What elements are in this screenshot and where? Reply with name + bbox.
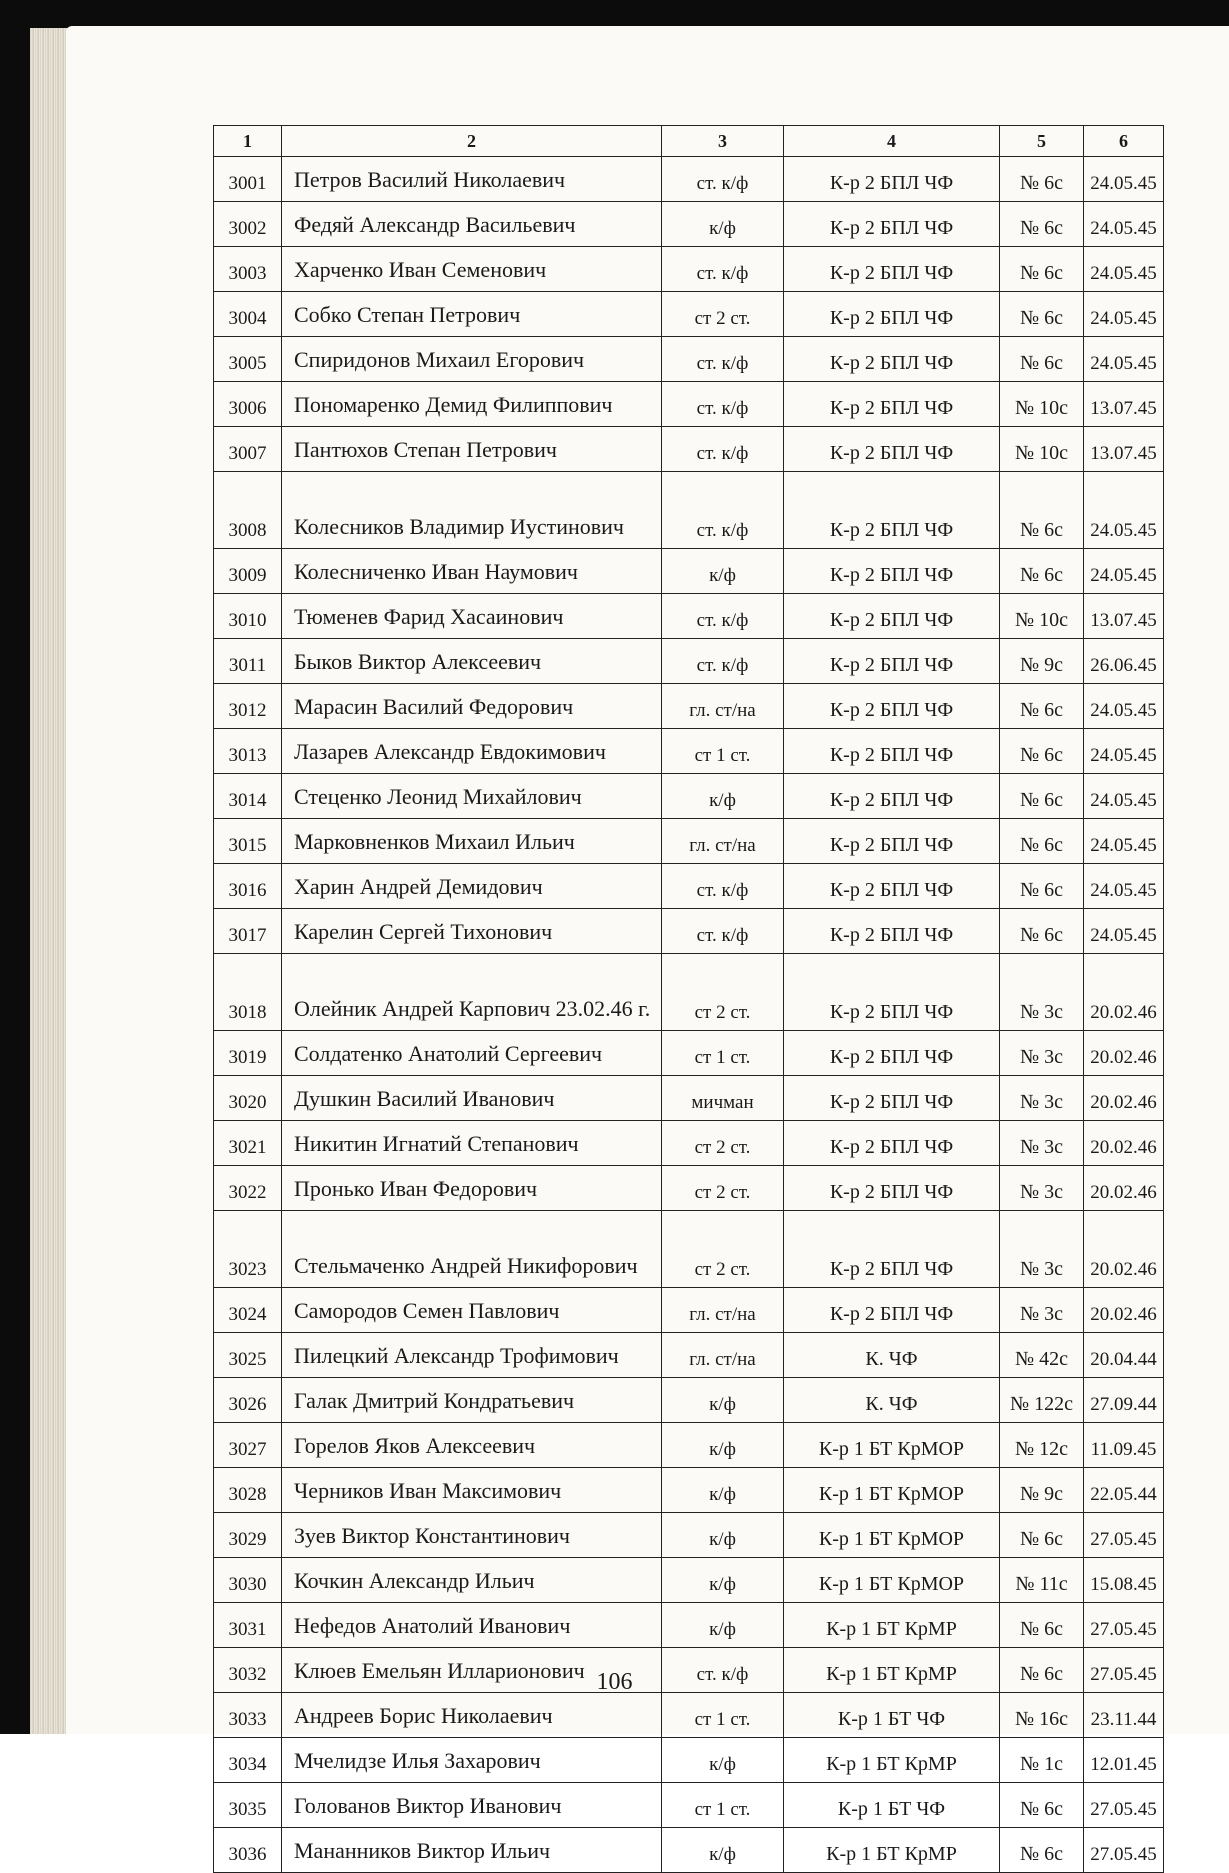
table-row [214, 1166, 1164, 1211]
unit-cell: К-р 2 БПЛ ЧФ [784, 472, 1000, 549]
person-name-cell: Горелов Яков Алексеевич [282, 1423, 662, 1468]
table-row [214, 819, 1164, 864]
order-number-cell: № 6с [1000, 549, 1084, 594]
entry-number-cell: 3019 [214, 1031, 282, 1076]
order-date-cell: 24.05.45 [1084, 247, 1164, 292]
table-row [214, 729, 1164, 774]
order-date-cell: 20.02.46 [1084, 1166, 1164, 1211]
order-number-cell: № 10с [1000, 382, 1084, 427]
order-date-cell: 27.05.45 [1084, 1783, 1164, 1828]
person-name-cell: Лазарев Александр Евдокимович [282, 729, 662, 774]
order-date-cell: 12.01.45 [1084, 1738, 1164, 1783]
rank-cell: к/ф [662, 1378, 784, 1423]
order-date-cell: 24.05.45 [1084, 774, 1164, 819]
order-number-cell: № 6с [1000, 1648, 1084, 1693]
rank-cell: ст 1 ст. [662, 1031, 784, 1076]
person-name-cell: Клюев Емельян Илларионович [282, 1648, 662, 1693]
person-name-cell: Марасин Василий Федорович [282, 684, 662, 729]
entry-number-cell: 3032 [214, 1648, 282, 1693]
order-date-cell: 27.05.45 [1084, 1513, 1164, 1558]
person-name-cell: Мчелидзе Илья Захарович [282, 1738, 662, 1783]
order-date-cell: 24.05.45 [1084, 909, 1164, 954]
entry-number-cell: 3026 [214, 1378, 282, 1423]
person-name-cell: Черников Иван Максимович [282, 1468, 662, 1513]
order-number-cell: № 3с [1000, 954, 1084, 1031]
order-date-cell: 13.07.45 [1084, 382, 1164, 427]
unit-cell: К-р 2 БПЛ ЧФ [784, 427, 1000, 472]
table-row [214, 954, 1164, 1031]
unit-cell: К-р 1 БТ КрМР [784, 1828, 1000, 1873]
table-row [214, 549, 1164, 594]
unit-cell: К-р 2 БПЛ ЧФ [784, 774, 1000, 819]
table-row [214, 1558, 1164, 1603]
person-name-cell: Зуев Виктор Константинович [282, 1513, 662, 1558]
order-date-cell: 20.04.44 [1084, 1333, 1164, 1378]
entry-number-cell: 3024 [214, 1288, 282, 1333]
table-row [214, 202, 1164, 247]
order-date-cell: 24.05.45 [1084, 684, 1164, 729]
entry-number-cell: 3022 [214, 1166, 282, 1211]
table-row [214, 1121, 1164, 1166]
entry-number-cell: 3025 [214, 1333, 282, 1378]
order-date-cell: 24.05.45 [1084, 157, 1164, 202]
unit-cell: К-р 1 БТ КрМОР [784, 1513, 1000, 1558]
order-date-cell: 23.11.44 [1084, 1693, 1164, 1738]
rank-cell: мичман [662, 1076, 784, 1121]
table-row [214, 1738, 1164, 1783]
entry-number-cell: 3003 [214, 247, 282, 292]
entry-number-cell: 3011 [214, 639, 282, 684]
person-name-cell: Карелин Сергей Тихонович [282, 909, 662, 954]
person-name-cell: Никитин Игнатий Степанович [282, 1121, 662, 1166]
table-row [214, 427, 1164, 472]
table-row [214, 1603, 1164, 1648]
order-date-cell: 15.08.45 [1084, 1558, 1164, 1603]
unit-cell: К-р 1 БТ ЧФ [784, 1693, 1000, 1738]
table-row [214, 1468, 1164, 1513]
entry-number-cell: 3007 [214, 427, 282, 472]
rank-cell: гл. ст/на [662, 684, 784, 729]
person-name-cell: Кочкин Александр Ильич [282, 1558, 662, 1603]
unit-cell: К-р 2 БПЛ ЧФ [784, 1288, 1000, 1333]
table-row [214, 472, 1164, 549]
unit-cell: К-р 1 БТ КрМОР [784, 1558, 1000, 1603]
table-row [214, 1513, 1164, 1558]
entry-number-cell: 3004 [214, 292, 282, 337]
rank-cell: к/ф [662, 774, 784, 819]
person-name-cell: Пономаренко Демид Филиппович [282, 382, 662, 427]
rank-cell: ст 1 ст. [662, 1693, 784, 1738]
order-date-cell: 13.07.45 [1084, 427, 1164, 472]
order-number-cell: № 122с [1000, 1378, 1084, 1423]
column-header: 3 [662, 126, 784, 157]
table-row [214, 1693, 1164, 1738]
person-name-cell: Марковненков Михаил Ильич [282, 819, 662, 864]
unit-cell: К-р 2 БПЛ ЧФ [784, 247, 1000, 292]
rank-cell: ст. к/ф [662, 864, 784, 909]
order-date-cell: 24.05.45 [1084, 337, 1164, 382]
entry-number-cell: 3027 [214, 1423, 282, 1468]
entry-number-cell: 3013 [214, 729, 282, 774]
entry-number-cell: 3005 [214, 337, 282, 382]
column-header: 4 [784, 126, 1000, 157]
person-name-cell: Нефедов Анатолий Иванович [282, 1603, 662, 1648]
table-row [214, 1211, 1164, 1288]
table-row [214, 1783, 1164, 1828]
table-row [214, 1288, 1164, 1333]
entry-number-cell: 3033 [214, 1693, 282, 1738]
table-row [214, 684, 1164, 729]
order-date-cell: 24.05.45 [1084, 864, 1164, 909]
order-date-cell: 24.05.45 [1084, 819, 1164, 864]
order-number-cell: № 6с [1000, 1513, 1084, 1558]
unit-cell: К-р 2 БПЛ ЧФ [784, 549, 1000, 594]
unit-cell: К. ЧФ [784, 1378, 1000, 1423]
table-row [214, 1378, 1164, 1423]
rank-cell: ст 2 ст. [662, 1121, 784, 1166]
rank-cell: к/ф [662, 1828, 784, 1873]
unit-cell: К-р 1 БТ КрМР [784, 1738, 1000, 1783]
order-date-cell: 24.05.45 [1084, 292, 1164, 337]
unit-cell: К-р 2 БПЛ ЧФ [784, 909, 1000, 954]
rank-cell: к/ф [662, 1738, 784, 1783]
awards-table [213, 125, 1164, 1873]
order-number-cell: № 6с [1000, 1828, 1084, 1873]
person-name-cell: Андреев Борис Николаевич [282, 1693, 662, 1738]
person-name-cell: Колесниченко Иван Наумович [282, 549, 662, 594]
order-number-cell: № 6с [1000, 247, 1084, 292]
order-number-cell: № 3с [1000, 1166, 1084, 1211]
table-row [214, 382, 1164, 427]
table-row [214, 1828, 1164, 1873]
table-row [214, 1333, 1164, 1378]
entry-number-cell: 3035 [214, 1783, 282, 1828]
order-date-cell: 13.07.45 [1084, 594, 1164, 639]
order-date-cell: 20.02.46 [1084, 1288, 1164, 1333]
order-number-cell: № 6с [1000, 1783, 1084, 1828]
rank-cell: к/ф [662, 1513, 784, 1558]
order-date-cell: 26.06.45 [1084, 639, 1164, 684]
person-name-cell: Стеценко Леонид Михайлович [282, 774, 662, 819]
unit-cell: К-р 1 БТ КрМР [784, 1648, 1000, 1693]
order-number-cell: № 6с [1000, 774, 1084, 819]
column-header: 2 [282, 126, 662, 157]
order-number-cell: № 12с [1000, 1423, 1084, 1468]
entry-number-cell: 3034 [214, 1738, 282, 1783]
entry-number-cell: 3016 [214, 864, 282, 909]
unit-cell: К-р 2 БПЛ ЧФ [784, 1166, 1000, 1211]
table-row [214, 247, 1164, 292]
person-name-cell: Галак Дмитрий Кондратьевич [282, 1378, 662, 1423]
order-number-cell: № 6с [1000, 157, 1084, 202]
entry-number-cell: 3002 [214, 202, 282, 247]
rank-cell: ст. к/ф [662, 247, 784, 292]
person-name-cell: Федяй Александр Васильевич [282, 202, 662, 247]
person-name-cell: Стельмаченко Андрей Никифорович [282, 1211, 662, 1288]
unit-cell: К-р 2 БПЛ ЧФ [784, 1076, 1000, 1121]
order-number-cell: № 3с [1000, 1076, 1084, 1121]
order-date-cell: 24.05.45 [1084, 202, 1164, 247]
column-header: 6 [1084, 126, 1164, 157]
person-name-cell: Мананников Виктор Ильич [282, 1828, 662, 1873]
awards-table-container [213, 125, 1163, 1873]
order-date-cell: 27.05.45 [1084, 1603, 1164, 1648]
rank-cell: ст 1 ст. [662, 729, 784, 774]
rank-cell: ст. к/ф [662, 337, 784, 382]
unit-cell: К-р 2 БПЛ ЧФ [784, 594, 1000, 639]
unit-cell: К-р 2 БПЛ ЧФ [784, 1121, 1000, 1166]
rank-cell: ст. к/ф [662, 639, 784, 684]
entry-number-cell: 3012 [214, 684, 282, 729]
unit-cell: К-р 2 БПЛ ЧФ [784, 202, 1000, 247]
entry-number-cell: 3014 [214, 774, 282, 819]
order-date-cell: 20.02.46 [1084, 1121, 1164, 1166]
order-number-cell: № 3с [1000, 1031, 1084, 1076]
unit-cell: К-р 1 БТ КрМОР [784, 1423, 1000, 1468]
rank-cell: ст 2 ст. [662, 954, 784, 1031]
order-number-cell: № 6с [1000, 202, 1084, 247]
order-date-cell: 27.05.45 [1084, 1828, 1164, 1873]
entry-number-cell: 3008 [214, 472, 282, 549]
rank-cell: к/ф [662, 202, 784, 247]
person-name-cell: Петров Василий Николаевич [282, 157, 662, 202]
rank-cell: ст. к/ф [662, 427, 784, 472]
order-date-cell: 20.02.46 [1084, 1211, 1164, 1288]
person-name-cell: Пантюхов Степан Петрович [282, 427, 662, 472]
person-name-cell: Тюменев Фарид Хасаинович [282, 594, 662, 639]
rank-cell: ст 2 ст. [662, 1211, 784, 1288]
person-name-cell: Пронько Иван Федорович [282, 1166, 662, 1211]
entry-number-cell: 3023 [214, 1211, 282, 1288]
rank-cell: гл. ст/на [662, 1333, 784, 1378]
order-date-cell: 27.09.44 [1084, 1378, 1164, 1423]
table-row [214, 1031, 1164, 1076]
rank-cell: ст 2 ст. [662, 1166, 784, 1211]
table-row [214, 639, 1164, 684]
order-number-cell: № 6с [1000, 909, 1084, 954]
unit-cell: К-р 2 БПЛ ЧФ [784, 639, 1000, 684]
entry-number-cell: 3020 [214, 1076, 282, 1121]
rank-cell: к/ф [662, 1468, 784, 1513]
unit-cell: К-р 1 БТ КрМОР [784, 1468, 1000, 1513]
order-date-cell: 24.05.45 [1084, 729, 1164, 774]
header-row [214, 126, 1164, 157]
unit-cell: К-р 1 БТ КрМР [784, 1603, 1000, 1648]
entry-number-cell: 3036 [214, 1828, 282, 1873]
rank-cell: гл. ст/на [662, 1288, 784, 1333]
table-row [214, 1423, 1164, 1468]
order-date-cell: 24.05.45 [1084, 472, 1164, 549]
unit-cell: К-р 1 БТ ЧФ [784, 1783, 1000, 1828]
rank-cell: к/ф [662, 1423, 784, 1468]
entry-number-cell: 3031 [214, 1603, 282, 1648]
order-number-cell: № 6с [1000, 292, 1084, 337]
entry-number-cell: 3006 [214, 382, 282, 427]
rank-cell: ст. к/ф [662, 594, 784, 639]
column-header: 1 [214, 126, 282, 157]
rank-cell: гл. ст/на [662, 819, 784, 864]
person-name-cell: Быков Виктор Алексеевич [282, 639, 662, 684]
entry-number-cell: 3028 [214, 1468, 282, 1513]
person-name-cell: Душкин Василий Иванович [282, 1076, 662, 1121]
order-date-cell: 24.05.45 [1084, 549, 1164, 594]
order-date-cell: 20.02.46 [1084, 954, 1164, 1031]
entry-number-cell: 3018 [214, 954, 282, 1031]
order-number-cell: № 16с [1000, 1693, 1084, 1738]
person-name-cell: Голованов Виктор Иванович [282, 1783, 662, 1828]
order-number-cell: № 1с [1000, 1738, 1084, 1783]
entry-number-cell: 3021 [214, 1121, 282, 1166]
order-number-cell: № 3с [1000, 1288, 1084, 1333]
person-name-cell: Солдатенко Анатолий Сергеевич [282, 1031, 662, 1076]
order-number-cell: № 10с [1000, 427, 1084, 472]
order-number-cell: № 11с [1000, 1558, 1084, 1603]
rank-cell: ст 1 ст. [662, 1783, 784, 1828]
person-name-cell: Колесников Владимир Иустинович [282, 472, 662, 549]
order-number-cell: № 6с [1000, 337, 1084, 382]
rank-cell: к/ф [662, 1558, 784, 1603]
rank-cell: ст. к/ф [662, 382, 784, 427]
order-number-cell: № 3с [1000, 1121, 1084, 1166]
rank-cell: ст. к/ф [662, 472, 784, 549]
table-row [214, 1076, 1164, 1121]
unit-cell: К-р 2 БПЛ ЧФ [784, 729, 1000, 774]
unit-cell: К-р 2 БПЛ ЧФ [784, 382, 1000, 427]
order-number-cell: № 6с [1000, 729, 1084, 774]
table-row [214, 909, 1164, 954]
unit-cell: К-р 2 БПЛ ЧФ [784, 337, 1000, 382]
order-date-cell: 20.02.46 [1084, 1031, 1164, 1076]
order-number-cell: № 6с [1000, 864, 1084, 909]
unit-cell: К-р 2 БПЛ ЧФ [784, 1211, 1000, 1288]
order-number-cell: № 42с [1000, 1333, 1084, 1378]
person-name-cell: Самородов Семен Павлович [282, 1288, 662, 1333]
order-number-cell: № 9с [1000, 1468, 1084, 1513]
order-number-cell: № 6с [1000, 684, 1084, 729]
entry-number-cell: 3001 [214, 157, 282, 202]
column-header: 5 [1000, 126, 1084, 157]
unit-cell: К-р 2 БПЛ ЧФ [784, 864, 1000, 909]
page-number: 106 [596, 1669, 633, 1695]
unit-cell: К. ЧФ [784, 1333, 1000, 1378]
entry-number-cell: 3015 [214, 819, 282, 864]
entry-number-cell: 3030 [214, 1558, 282, 1603]
rank-cell: ст. к/ф [662, 157, 784, 202]
order-number-cell: № 6с [1000, 472, 1084, 549]
unit-cell: К-р 2 БПЛ ЧФ [784, 819, 1000, 864]
table-row [214, 157, 1164, 202]
unit-cell: К-р 2 БПЛ ЧФ [784, 292, 1000, 337]
order-number-cell: № 6с [1000, 819, 1084, 864]
unit-cell: К-р 2 БПЛ ЧФ [784, 1031, 1000, 1076]
order-date-cell: 27.05.45 [1084, 1648, 1164, 1693]
rank-cell: ст. к/ф [662, 909, 784, 954]
rank-cell: ст 2 ст. [662, 292, 784, 337]
entry-number-cell: 3010 [214, 594, 282, 639]
unit-cell: К-р 2 БПЛ ЧФ [784, 954, 1000, 1031]
order-date-cell: 20.02.46 [1084, 1076, 1164, 1121]
person-name-cell: Харченко Иван Семенович [282, 247, 662, 292]
table-row [214, 337, 1164, 382]
entry-number-cell: 3017 [214, 909, 282, 954]
person-name-cell: Пилецкий Александр Трофимович [282, 1333, 662, 1378]
entry-number-cell: 3009 [214, 549, 282, 594]
order-date-cell: 22.05.44 [1084, 1468, 1164, 1513]
person-name-cell: Собко Степан Петрович [282, 292, 662, 337]
person-name-cell: Олейник Андрей Карпович 23.02.46 г. [282, 954, 662, 1031]
table-row [214, 594, 1164, 639]
rank-cell: к/ф [662, 1603, 784, 1648]
unit-cell: К-р 2 БПЛ ЧФ [784, 684, 1000, 729]
rank-cell: ст. к/ф [662, 1648, 784, 1693]
person-name-cell: Харин Андрей Демидович [282, 864, 662, 909]
order-number-cell: № 10с [1000, 594, 1084, 639]
table-row [214, 774, 1164, 819]
order-date-cell: 11.09.45 [1084, 1423, 1164, 1468]
order-number-cell: № 6с [1000, 1603, 1084, 1648]
person-name-cell: Спиридонов Михаил Егорович [282, 337, 662, 382]
order-number-cell: № 3с [1000, 1211, 1084, 1288]
entry-number-cell: 3029 [214, 1513, 282, 1558]
rank-cell: к/ф [662, 549, 784, 594]
table-row [214, 864, 1164, 909]
table-row [214, 292, 1164, 337]
unit-cell: К-р 2 БПЛ ЧФ [784, 157, 1000, 202]
order-number-cell: № 9с [1000, 639, 1084, 684]
